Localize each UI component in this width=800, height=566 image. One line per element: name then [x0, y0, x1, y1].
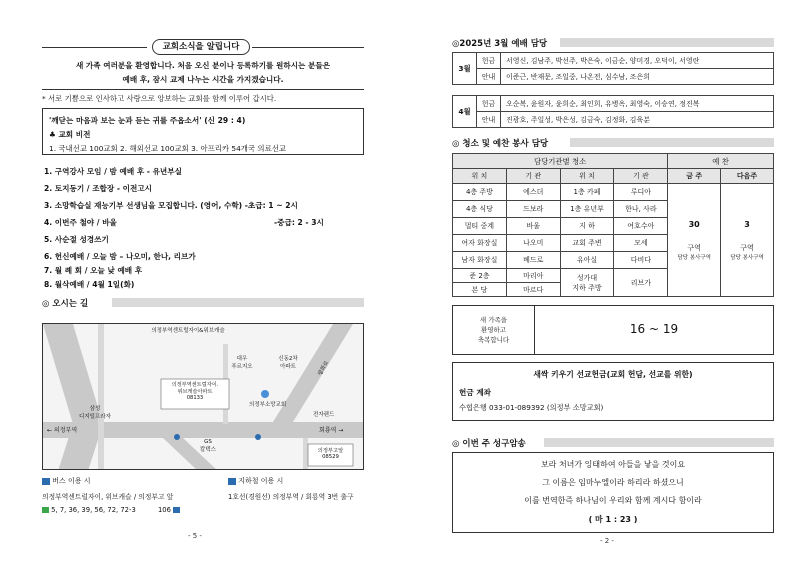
- greeting-text: * 서로 기쁨으로 인사하고 사랑으로 앙보하는 교회를 함께 이루어 갑시다.: [42, 94, 277, 103]
- snack-this-group: 구역: [687, 243, 701, 252]
- blue-bus-icon: [173, 507, 180, 513]
- table-cell: 에스더: [506, 184, 560, 201]
- list-item: 5. 사순절 성경쓰기: [44, 235, 109, 244]
- section-bar: [112, 298, 364, 307]
- verse-line: 그 이름은 임마누엘이라 하리라 하셨으니: [542, 478, 684, 487]
- bus-icon: [42, 478, 50, 485]
- table-cell: 남자 화장실: [453, 252, 507, 269]
- motto: '깨닫는 마음과 보는 눈과 듣는 귀를 주옵소서' (신 29 : 4): [49, 116, 246, 125]
- col-location: 위 치: [453, 169, 507, 184]
- vision-text: 1. 국내선교 100교회 2. 해외선교 100교회 3. 아프리카 54개국 의료선교: [49, 144, 286, 153]
- cleaning-header: 담당기관별 청소: [453, 154, 668, 169]
- section-bar: [570, 138, 774, 147]
- col-org: 기 관: [506, 169, 560, 184]
- role-cell: 헌금: [477, 96, 501, 112]
- role-cell: 안내: [477, 112, 501, 128]
- bus-stop-icon: [174, 434, 180, 440]
- col-location: 위 치: [560, 169, 614, 184]
- page-number: - 2 -: [600, 537, 614, 545]
- map-label-uijeongbu: ← 의정부역: [47, 427, 78, 434]
- table-cell: 4층 주방: [453, 184, 507, 201]
- table-cell: 지 하: [560, 218, 614, 235]
- role-cell: 안내: [477, 69, 501, 85]
- divider: [42, 89, 364, 90]
- notice-title: 교회소식을 알립니다: [152, 39, 250, 55]
- table-cell: 교회 주변: [560, 235, 614, 252]
- club-icon: ♣: [49, 130, 56, 139]
- verse-line: 이를 번역한즉 하나님이 우리와 함께 계시다 함이라: [524, 496, 702, 505]
- vision-title: 교회 비전: [58, 130, 91, 139]
- table-cell: 베드로: [506, 252, 560, 269]
- welcome-line2: 예배 후, 잠시 교제 나누는 시간을 가지겠습니다.: [122, 75, 284, 84]
- location-map: [42, 323, 364, 470]
- cleaning-table: [452, 153, 774, 297]
- table-row: [453, 184, 774, 201]
- subway-text: 1호선(경원선) 의정부역 / 회룡역 3번 출구: [228, 493, 354, 501]
- church-marker-icon: [261, 390, 269, 398]
- map-label-gs: GS 칼텍스: [200, 439, 216, 453]
- bus-heading: [42, 476, 91, 486]
- table-cell: 1층 카페: [560, 184, 614, 201]
- newcomer-range: 16 ~ 19: [629, 322, 679, 336]
- table-cell: 4층 식당: [453, 201, 507, 218]
- snack-this-num: 30: [688, 219, 700, 229]
- account-title: 헌금 계좌: [459, 388, 491, 397]
- table-cell: 본 당: [453, 283, 507, 297]
- snack-next-group: 구역: [740, 243, 754, 252]
- divider: [252, 47, 364, 48]
- map-label-hoeryong: 회룡역 →: [319, 427, 344, 434]
- map-label-jeonja: 전자랜드: [313, 412, 335, 418]
- verse-box: [452, 452, 774, 533]
- snack-header: 예 찬: [668, 154, 774, 169]
- list-item: 6. 헌신예배 / 오늘 밤 – 나오미, 한나, 리브가: [44, 252, 196, 261]
- newcomer-label-cell: [453, 306, 535, 354]
- vision-heading: [49, 129, 90, 140]
- table-cell: 바울: [506, 218, 560, 235]
- col-org: 기 관: [614, 169, 668, 184]
- bus-lines-row: [42, 506, 180, 514]
- col-next-week: 다음주: [721, 169, 774, 184]
- table-cell: 다비다: [614, 252, 668, 269]
- snack-next-num: 3: [744, 219, 750, 229]
- names-cell: 오순복, 윤원자, 윤희순, 최인희, 유병옥, 최영숙, 이승연, 정진복: [501, 96, 774, 112]
- col-this-week: 금 주: [668, 169, 721, 184]
- snack-this-text: 담당 봉사구역: [677, 254, 711, 261]
- table-cell: 드보라: [506, 201, 560, 218]
- march-label: 3월: [453, 53, 477, 85]
- list-item: 3. 소망학습실 재능기부 선생님을 모집합니다. (영어, 수학) -초급: 1 ~ 2시: [44, 201, 298, 210]
- map-label-apt: 의정부역센트럴자이&위브캐슬: [151, 328, 225, 334]
- map-label-school: 의정부고앞 08529: [317, 448, 344, 460]
- snack-next-week: [721, 184, 774, 297]
- page-number: - 5 -: [188, 532, 202, 540]
- account-text: 수협은행 033-01-089392 (의정부 소망교회): [459, 403, 604, 412]
- names-cell: 서영신, 김남주, 박선주, 박은숙, 이금순, 양미경, 오덕이, 서영란: [501, 53, 774, 69]
- table-cell: 유아실: [560, 252, 614, 269]
- list-item: 8. 월삭예배 / 4월 1일(화): [44, 280, 135, 289]
- map-label-daewoo: 대우 푸르지오: [231, 356, 253, 370]
- divider: [42, 47, 147, 48]
- worship-title: ◎2025년 3월 예배 담당: [452, 39, 548, 49]
- table-cell: 나오미: [506, 235, 560, 252]
- names-cell: 이준근, 반재문, 조일중, 나온전, 심수남, 조은희: [501, 69, 774, 85]
- right-page: [400, 0, 800, 566]
- offering-box: [452, 362, 774, 421]
- newcomer-box: [452, 305, 774, 355]
- list-item: 2. 토지동기 / 조합장 - 이전고시: [44, 184, 153, 193]
- bus-lines: 5, 7, 36, 39, 56, 72, 72-3: [51, 506, 136, 514]
- vision-box: [42, 108, 364, 155]
- april-table: [452, 95, 774, 128]
- list-item: 1. 구역강사 모임 / 밤 예배 후 - 유년부실: [44, 167, 182, 176]
- verse-reference: ( 마 1 : 23 ): [588, 515, 638, 524]
- role-cell: 헌금: [477, 53, 501, 69]
- map-main-road: [43, 422, 364, 438]
- list-item: 4. 이번주 철야 / 바울: [44, 218, 117, 227]
- table-cell: 1층 유년부: [560, 201, 614, 218]
- newcomer-label: 새 가족을 환영하고 축복합니다: [477, 316, 510, 344]
- snack-next-text: 담당 봉사구역: [730, 254, 764, 261]
- table-cell: 준 2층: [453, 269, 507, 283]
- verse-line: 보라 처녀가 잉태하여 아들을 낳을 것이요: [540, 460, 686, 469]
- verse-title: ◎ 이번 주 성구암송: [452, 439, 526, 449]
- table-cell: 멀티 중계: [453, 218, 507, 235]
- offering-title: 새싹 키우기 선교헌금(교회 헌담, 선교를 위한): [533, 370, 693, 379]
- table-cell: 리브가: [614, 269, 668, 297]
- snack-this-week: [668, 184, 721, 297]
- section-bar: [544, 438, 774, 447]
- bus-lines2: 106: [157, 506, 171, 514]
- table-cell: 한나, 사라: [614, 201, 668, 218]
- map-title: ◎ 오시는 길: [42, 299, 89, 309]
- names-cell: 진광호, 주일성, 박은성, 김금숙, 김정화, 김육분: [501, 112, 774, 128]
- map-label-busstop: 의정부역센트럴자이. 위브캐슬아파트 08133: [171, 382, 219, 401]
- table-cell: 여자 화장실: [453, 235, 507, 252]
- table-cell: [560, 269, 614, 297]
- item4-right: -중급: 2 - 3시: [274, 218, 324, 227]
- section-bar: [560, 38, 774, 47]
- subway-icon: [228, 478, 236, 485]
- table-cell-line: 성가대: [576, 273, 598, 282]
- green-bus-icon: [42, 507, 49, 513]
- map-label-samsung: 삼성 디지털프라자: [79, 406, 111, 420]
- map-label-shindong: 신동2차 아파트: [278, 356, 298, 370]
- table-cell: 모세: [614, 235, 668, 252]
- bus-title: 버스 이용 시: [52, 477, 91, 485]
- table-cell-line: 지하 주방: [572, 283, 602, 292]
- table-cell: 마리아: [506, 269, 560, 283]
- cleaning-title: ◎ 청소 및 예찬 봉사 담당: [452, 139, 549, 149]
- welcome-line1: 새 가족 여러분을 환영합니다. 처음 오신 분이나 등록하기를 원하시는 분들은: [75, 61, 331, 70]
- table-cell: 마르다: [506, 283, 560, 297]
- map-label-church: 의정부소망교회: [249, 402, 287, 408]
- bus-stop-text: 의정부역센트럴자이, 위브캐슬 / 의정부고 앞: [42, 493, 174, 501]
- subway-title: 지하철 이용 시: [238, 477, 284, 485]
- march-table: [452, 52, 774, 85]
- list-item: 7. 월 례 회 / 오늘 낮 예배 후: [44, 266, 143, 275]
- map-label-road: 평화로: [317, 360, 331, 377]
- table-cell: 여호수아: [614, 218, 668, 235]
- bus-stop-icon: [255, 434, 261, 440]
- april-label: 4월: [453, 96, 477, 128]
- subway-heading: [228, 476, 283, 486]
- table-cell: 루디아: [614, 184, 668, 201]
